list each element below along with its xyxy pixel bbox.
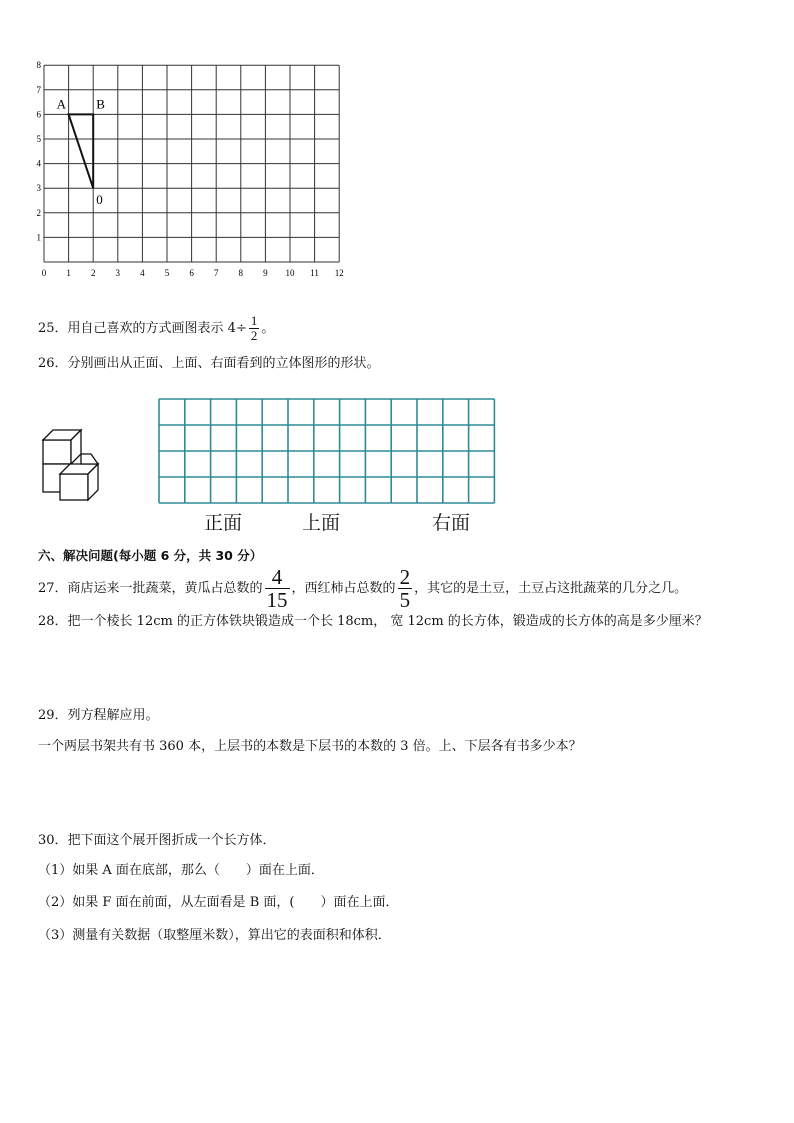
grid-lines: [44, 65, 339, 262]
fraction-numerator: 4: [265, 566, 290, 589]
x-tick-label: 12: [334, 268, 344, 278]
question-30-part2: （2）如果 F 面在前面，从左面看是 B 面，( ）面在上面．: [38, 895, 399, 910]
view-label-right: 右面: [432, 512, 471, 534]
question-25: [38, 314, 274, 343]
drawing-grid-lines: [159, 399, 494, 503]
question-27: [38, 566, 687, 611]
fraction-denominator: 15: [266, 588, 288, 612]
question-27-part2: ，西红柿占总数的: [291, 581, 396, 596]
x-tick-label: 5: [164, 268, 170, 278]
question-25-tail: 。: [261, 321, 275, 336]
x-tick-label: 3: [115, 268, 121, 278]
fraction-numerator: 1: [250, 313, 258, 328]
question-27-part1: 27．商店运来一批蔬菜，黄瓜占总数的: [38, 581, 263, 596]
fraction-one-half: [249, 314, 260, 343]
x-tick-label: 10: [285, 268, 295, 278]
question-26: 26．分别画出从正面、上面、右面看到的立体图形的形状。: [38, 356, 380, 371]
y-tick-label: 2: [36, 207, 41, 218]
y-tick-label: 1: [36, 232, 41, 243]
x-tick-label: 11: [310, 268, 319, 278]
y-tick-label: 5: [36, 134, 41, 144]
question-29-title: 29．列方程解应用。: [38, 708, 159, 723]
question-30-part1: （1）如果 A 面在底部，那么（ ）面在上面．: [38, 863, 324, 878]
fraction-denominator: 2: [250, 328, 258, 343]
y-tick-label: 7: [36, 84, 41, 95]
question-28: 28．把一个棱长 12cm 的正方体铁块锻造成一个长 18cm， 宽 12cm 的长方体，锻造成的长方体的高是多少厘米？: [38, 614, 708, 629]
question-27-part3: ，其它的是土豆，土豆占这批蔬菜的几分之几。: [414, 581, 688, 596]
x-tick-label: 6: [189, 268, 194, 278]
question-29-body: 一个两层书架共有书 360 本，上层书的本数是下层书的本数的 3 倍。上、下层各有书多少本？: [38, 739, 582, 754]
drawing-grid[interactable]: [157, 398, 497, 506]
section-heading: 六、解决问题(每小题 6 分，共 30 分）: [38, 548, 263, 563]
fraction-denominator: 5: [399, 588, 411, 612]
question-30-title: 30．把下面这个展开图折成一个长方体．: [38, 833, 276, 848]
triangle-shape: [69, 114, 94, 188]
question-25-text: 25．用自己喜欢的方式画图表示 4÷: [38, 321, 247, 336]
view-label-top: 上面: [302, 512, 341, 534]
point-label: 0: [96, 192, 103, 208]
y-tick-label: 8: [36, 60, 41, 71]
question-30-part3: （3）测量有关数据（取整厘米数），算出它的表面积和体积．: [38, 928, 391, 943]
x-tick-labels: [42, 268, 344, 278]
x-tick-label: 7: [213, 268, 219, 278]
fraction-2-5: [398, 566, 413, 611]
x-tick-label: 0: [41, 268, 47, 278]
point-label: B: [96, 96, 105, 112]
coordinate-grid: [30, 60, 360, 300]
view-label-front: 正面: [204, 512, 243, 534]
x-tick-label: 9: [263, 268, 268, 278]
x-tick-label: 2: [90, 268, 96, 278]
y-tick-label: 4: [36, 158, 41, 169]
fraction-numerator: 2: [399, 565, 411, 589]
y-tick-label: 6: [36, 109, 41, 120]
fraction-4-15: [265, 566, 290, 611]
x-tick-label: 1: [66, 268, 71, 278]
y-tick-labels: [37, 60, 42, 242]
y-tick-label: 3: [36, 183, 41, 194]
x-tick-label: 4: [140, 268, 145, 278]
point-label: A: [56, 96, 66, 112]
x-tick-label: 8: [238, 268, 244, 278]
cube-stack-figure: [40, 428, 112, 504]
